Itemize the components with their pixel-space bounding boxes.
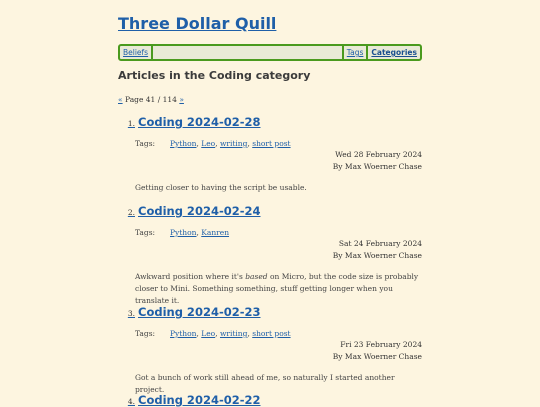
article-date: Fri 23 February 2024 [340,340,422,349]
tag-link[interactable]: Python [170,228,197,237]
article-tags: Tags: Python, Leo, writing, short post [135,139,291,148]
summary-text: Awkward position where it's [135,272,246,281]
category-heading: Articles in the Coding category [118,69,311,82]
article-title-link[interactable]: Coding 2024-02-22 [138,393,261,407]
article-title-link[interactable]: Coding 2024-02-24 [138,204,261,218]
article-tags: Tags: Python, Leo, writing, short post [135,329,291,338]
tag-link[interactable]: Leo [201,329,216,338]
pager-status: Page 41 / 114 [124,95,177,104]
article-date: Sat 24 February 2024 [338,239,422,248]
article-tags: Tags: Python, Kanren [135,228,230,237]
article-item [118,204,422,307]
tag-link[interactable]: short post [252,139,291,148]
article-number: 1. [127,119,135,128]
tag-link[interactable]: Python [170,139,197,148]
pager-next-link[interactable]: » [179,95,184,104]
article-author: By Max Woerner Chase [332,352,422,361]
article-author: By Max Woerner Chase [332,251,422,260]
summary-emphasis: based [245,272,268,281]
article-summary [135,271,422,307]
article-summary: Getting closer to having the script be usable. [135,183,307,192]
tag-link[interactable]: writing [219,329,248,338]
article-title-link[interactable]: Coding 2024-02-23 [138,305,261,319]
article-title-link[interactable]: Coding 2024-02-28 [138,115,261,129]
pager-prev-link[interactable]: « [118,95,123,104]
article-item [118,115,422,194]
article-number: 3. [127,309,135,318]
article-author: By Max Woerner Chase [332,162,422,171]
tag-link[interactable]: Python [170,329,197,338]
nav-tags-link[interactable]: Tags [346,48,364,57]
tag-link[interactable]: short post [252,329,291,338]
tags-label: Tags: [135,329,156,338]
nav-bar [118,44,422,61]
nav-beliefs-link[interactable]: Beliefs [123,48,149,57]
summary-text: on Micro, but the code size is probably closer to Mini. Something something, stuff getting longer when you translate it. [135,272,419,305]
article-number: 4. [127,397,135,406]
tag-link[interactable]: Leo [201,139,216,148]
nav-categories-link[interactable]: Categories [371,48,417,57]
article-summary: Got a bunch of work still ahead of me, so naturally I started another project. [135,373,395,394]
tag-link[interactable]: Kanren [201,228,230,237]
tag-link[interactable]: writing [219,139,248,148]
tags-label: Tags: [135,139,156,148]
article-date: Wed 28 February 2024 [335,150,422,159]
pager [118,95,184,104]
nav-spacer [153,46,342,59]
tags-label: Tags: [135,228,156,237]
article-number: 2. [127,208,135,217]
article-item [118,305,422,396]
site-title[interactable]: Three Dollar Quill [118,14,277,33]
